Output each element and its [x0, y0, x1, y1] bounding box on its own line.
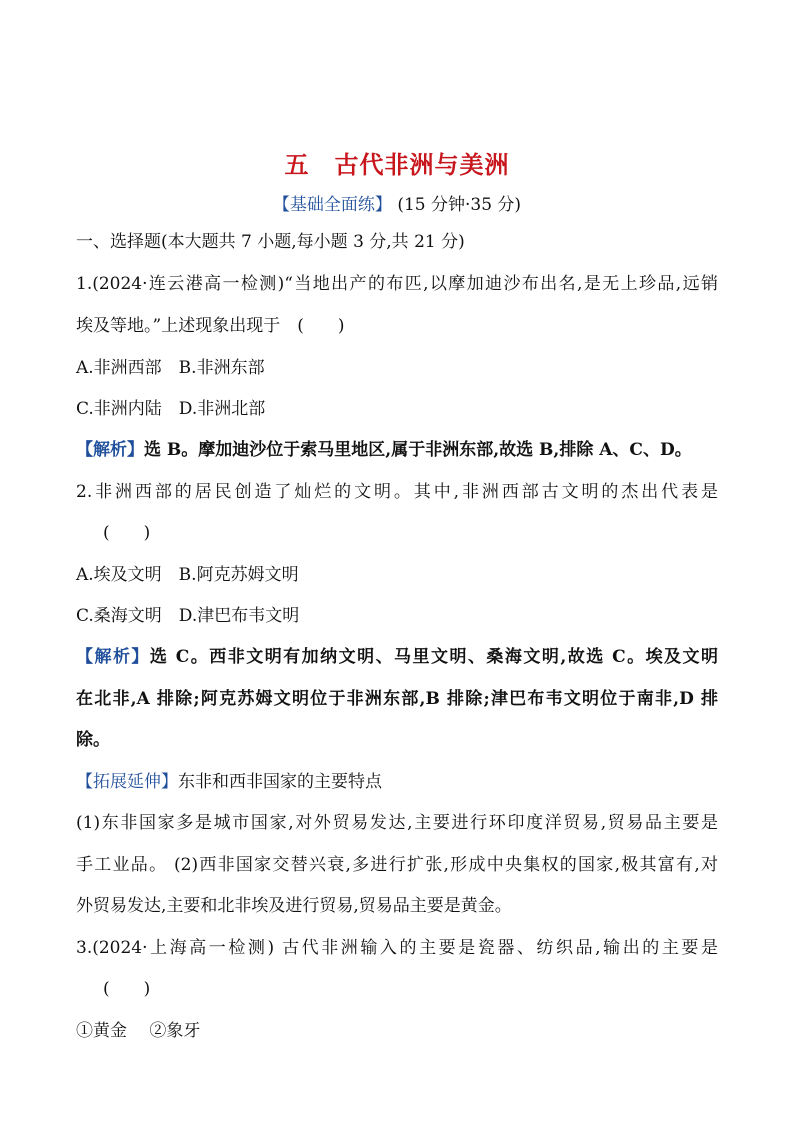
q1-options-ab: A.非洲西部 B.非洲东部 [76, 358, 265, 378]
extension-line3: 外贸易发达,主要和北非埃及进行贸易,贸易品主要是黄金。 [76, 896, 512, 916]
q2-analysis-text1: 选 C。西非文明有加纳文明、马里文明、桑海文明,故选 C。埃及文明 [149, 647, 719, 667]
practice-time: (15 分钟·35 分) [391, 195, 522, 215]
section-heading: 一、选择题(本大题共 7 小题,每小题 3 分,共 21 分) [76, 232, 465, 252]
q2-options-cd: C.桑海文明 D.津巴布韦文明 [76, 606, 300, 626]
q2-stem-line1: 2.非洲西部的居民创造了灿烂的文明。其中,非洲西部古文明的杰出代表是 [76, 482, 718, 502]
q2-answer-paren: ( ) [103, 523, 151, 543]
extension-line1: (1)东非国家多是城市国家,对外贸易发达,主要进行环印度洋贸易,贸易品主要是 [76, 813, 718, 833]
extension-heading [76, 770, 382, 794]
q1-analysis [76, 438, 692, 462]
q2-analysis-line3: 除。 [76, 730, 110, 750]
q1-stem-line1: 1.(2024·连云港高一检测)“当地出产的布匹,以摩加迪沙布出名,是无上珍品,远销 [76, 274, 718, 294]
analysis-tag: 【解析】 [76, 647, 150, 667]
extension-head-text: 东非和西非国家的主要特点 [178, 772, 382, 792]
q2-analysis-line2: 在北非,A 排除;阿克苏姆文明位于非洲东部,B 排除;津巴布韦文明位于南非,D 排 [76, 689, 718, 709]
q1-options-cd: C.非洲内陆 D.非洲北部 [76, 399, 266, 419]
q3-options: ①黄金 ②象牙 [76, 1021, 201, 1041]
q1-analysis-text: 选 B。摩加迪沙位于索马里地区,属于非洲东部,故选 B,排除 A、C、D。 [144, 440, 692, 460]
q3-stem-line1: 3.(2024·上海高一检测) 古代非洲输入的主要是瓷器、纺织品,输出的主要是 [76, 938, 718, 958]
practice-subtitle [0, 190, 794, 215]
extension-line2: 手工业品。 (2)西非国家交替兴衰,多进行扩张,形成中央集权的国家,极其富有,对 [76, 855, 718, 875]
q3-answer-paren: ( ) [103, 979, 151, 999]
practice-tag: 【基础全面练】 [272, 195, 392, 215]
lesson-title: 五 古代非洲与美洲 [284, 151, 510, 179]
q2-options-ab: A.埃及文明 B.阿克苏姆文明 [76, 565, 299, 585]
extension-tag: 【拓展延伸】 [76, 772, 178, 792]
q2-analysis-line1 [76, 645, 718, 669]
q1-stem-line2: 埃及等地。”上述现象出现于 ( ) [76, 316, 345, 336]
analysis-tag: 【解析】 [76, 440, 144, 460]
